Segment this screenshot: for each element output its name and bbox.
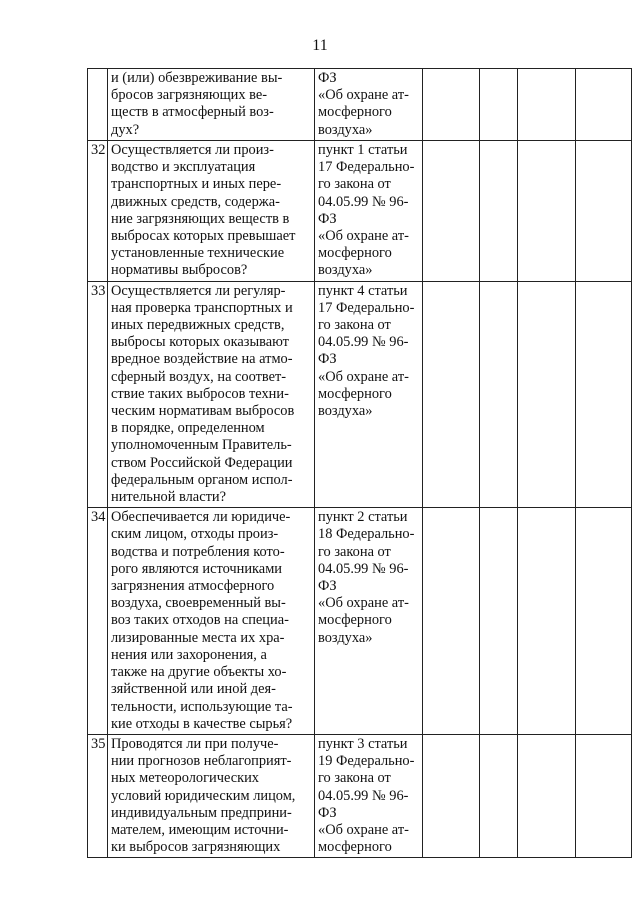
row-number: 33 xyxy=(88,281,108,508)
answer-cell-yes xyxy=(423,69,480,141)
answer-cell-note xyxy=(576,734,632,857)
answer-cell-no xyxy=(480,281,518,508)
table-row xyxy=(88,508,632,735)
answer-cell-yes xyxy=(423,508,480,735)
requirement-text: Проводятся ли при получе- нии прогнозов неблагоприят- ных метеорологических условий юридическим лицом, индивидуальным предприни- мателем, имеющим источни- ки выбросов загрязняющих xyxy=(108,734,315,857)
requirement-text: Осуществляется ли регуляр- ная проверка транспортных и иных передвижных средств, выбросы которых оказывают вредное воздействие на атмо- сферный воздух, на соответ- ствие таких выбросов техни- ческим нормативам выбросов в порядке, определенном уполномоченным Правитель- ством Российской Федерации федеральным органом испол- нительной власти? xyxy=(108,281,315,508)
legal-basis: пункт 4 статьи 17 Федерально- го закона от 04.05.99 № 96- ФЗ «Об охране ат- мосферного воздуха» xyxy=(315,281,423,508)
table-row xyxy=(88,281,632,508)
page-number: 11 xyxy=(312,37,328,54)
row-number xyxy=(88,69,108,141)
answer-cell-note xyxy=(576,69,632,141)
requirement-text: Осуществляется ли произ- водство и эксплуатация транспортных и иных пере- движных средств, содержа- ние загрязняющих веществ в выбросах которых превышает установленные технические нормативы выбросов? xyxy=(108,141,315,282)
requirement-text: Обеспечивается ли юридиче- ским лицом, отходы произ- водства и потребления кото- рого являются источниками загрязнения атмосферного воздуха, своевременный вы- воз таких отходов на специа- лизированные места их хра- нения или захоронения, а также на другие объекты хо- зяйственной или иной дея- тельности, использующие та- кие отходы в качестве сырья? xyxy=(108,508,315,735)
legal-basis: пункт 3 статьи 19 Федерально- го закона от 04.05.99 № 96- ФЗ «Об охране ат- мосферного xyxy=(315,734,423,857)
requirement-text: и (или) обезвреживание вы- бросов загрязняющих ве- ществ в атмосферный воз- дух? xyxy=(108,69,315,141)
answer-cell-no xyxy=(480,734,518,857)
answer-cell-na xyxy=(518,734,576,857)
answer-cell-no xyxy=(480,69,518,141)
answer-cell-na xyxy=(518,69,576,141)
legal-basis: ФЗ «Об охране ат- мосферного воздуха» xyxy=(315,69,423,141)
answer-cell-yes xyxy=(423,141,480,282)
legal-basis: пункт 1 статьи 17 Федерально- го закона от 04.05.99 № 96- ФЗ «Об охране ат- мосферного воздуха» xyxy=(315,141,423,282)
table-row xyxy=(88,734,632,857)
answer-cell-no xyxy=(480,141,518,282)
answer-cell-note xyxy=(576,281,632,508)
answer-cell-no xyxy=(480,508,518,735)
answer-cell-yes xyxy=(423,734,480,857)
checklist-table xyxy=(87,68,632,858)
answer-cell-yes xyxy=(423,281,480,508)
table-row xyxy=(88,69,632,141)
answer-cell-note xyxy=(576,508,632,735)
answer-cell-na xyxy=(518,141,576,282)
row-number: 35 xyxy=(88,734,108,857)
table-row xyxy=(88,141,632,282)
row-number: 32 xyxy=(88,141,108,282)
answer-cell-note xyxy=(576,141,632,282)
answer-cell-na xyxy=(518,281,576,508)
answer-cell-na xyxy=(518,508,576,735)
legal-basis: пункт 2 статьи 18 Федерально- го закона от 04.05.99 № 96- ФЗ «Об охране ат- мосферного воздуха» xyxy=(315,508,423,735)
row-number: 34 xyxy=(88,508,108,735)
